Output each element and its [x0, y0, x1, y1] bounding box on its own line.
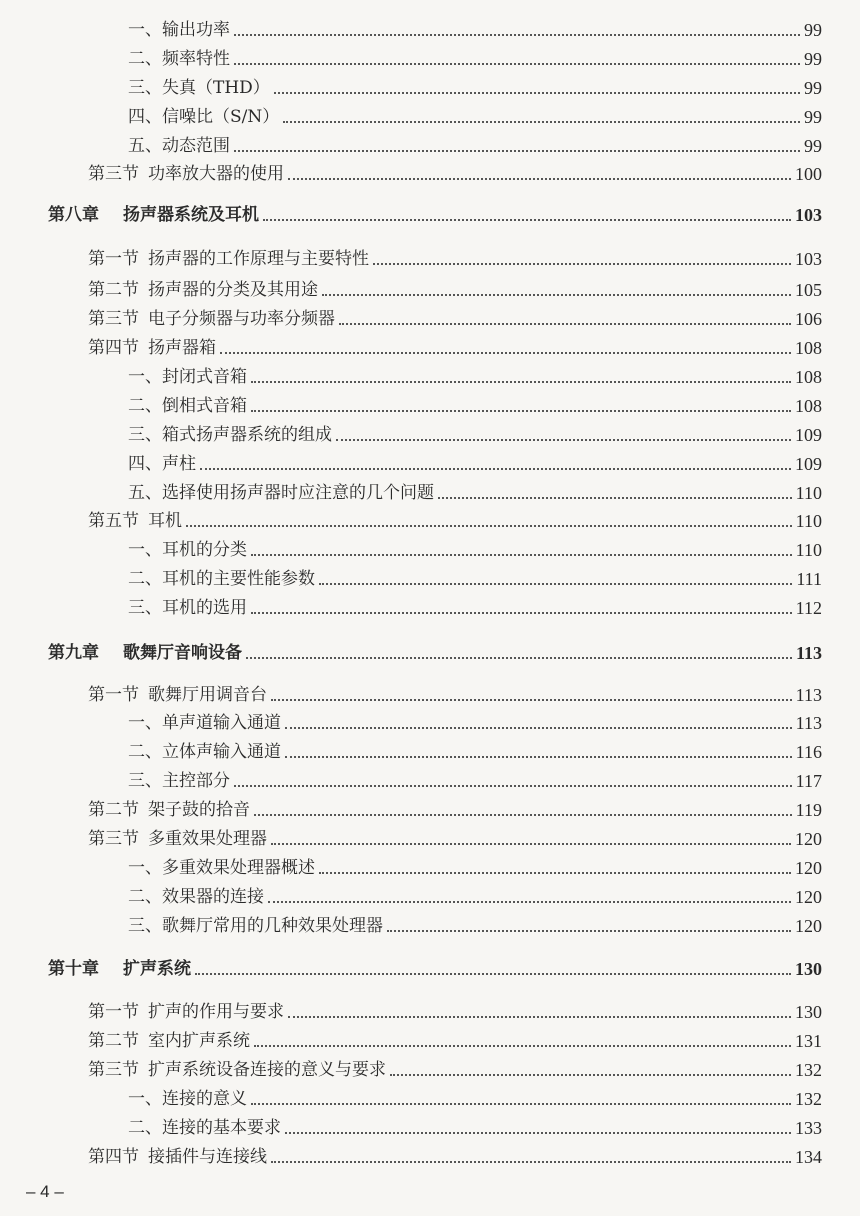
toc-entry-item	[0, 567, 822, 591]
entry-title: 效果器的连接	[162, 887, 264, 907]
entry-page-number: 109	[795, 454, 822, 474]
entry-title: 选择使用扬声器时应注意的几个问题	[162, 483, 434, 503]
toc-entry-item	[0, 1116, 822, 1140]
dot-leader	[322, 294, 791, 296]
toc-entry-section	[0, 683, 822, 707]
dot-leader	[268, 901, 791, 903]
dot-leader	[251, 1103, 791, 1105]
entry-page-number: 112	[795, 598, 822, 618]
entry-title: 扬声器的分类及其用途	[148, 280, 318, 300]
toc-entry-item	[0, 481, 822, 505]
entry-page-number: 108	[795, 367, 822, 387]
entry-label: 第三节	[88, 164, 139, 184]
entry-label: 二、	[128, 1118, 162, 1138]
entry-label: 二、	[128, 887, 162, 907]
entry-page-number: 100	[795, 164, 822, 184]
entry-label: 第二节	[88, 1031, 139, 1051]
entry-page-number: 133	[795, 1118, 822, 1138]
dot-leader	[251, 612, 792, 614]
entry-title: 扬声器系统及耳机	[123, 205, 259, 225]
entry-title: 封闭式音箱	[162, 367, 247, 387]
toc-entry-chapter	[0, 957, 822, 981]
entry-page-number: 109	[795, 425, 822, 445]
toc-entry-section	[0, 827, 822, 851]
toc-entry-item	[0, 134, 822, 158]
entry-title: 歌舞厅常用的几种效果处理器	[162, 916, 383, 936]
entry-page-number: 110	[795, 511, 822, 531]
entry-label: 一、	[128, 1089, 162, 1109]
dot-leader	[373, 263, 791, 265]
entry-page-number: 108	[795, 338, 822, 358]
dot-leader	[271, 843, 791, 845]
entry-label: 三、	[128, 771, 162, 791]
entry-title: 耳机	[148, 511, 182, 531]
dot-leader	[319, 583, 792, 585]
entry-page-number: 99	[804, 78, 822, 98]
toc-entry-item	[0, 740, 822, 764]
entry-label: 一、	[128, 367, 162, 387]
entry-title: 倒相式音箱	[162, 396, 247, 416]
entry-page-number: 134	[795, 1147, 822, 1167]
toc-entry-item	[0, 18, 822, 42]
entry-title: 扩声系统	[123, 959, 191, 979]
toc-entry-item	[0, 914, 822, 938]
entry-label: 一、	[128, 540, 162, 560]
entry-page-number: 103	[795, 249, 822, 269]
entry-title: 歌舞厅音响设备	[123, 643, 242, 663]
entry-label: 三、	[128, 598, 162, 618]
toc-entry-item	[0, 105, 822, 129]
dot-leader	[251, 381, 791, 383]
entry-page-number: 119	[795, 800, 822, 820]
dot-leader	[285, 756, 792, 758]
entry-page-number: 105	[795, 280, 822, 300]
dot-leader	[251, 410, 791, 412]
toc-entry-section	[0, 307, 822, 331]
entry-page-number: 110	[795, 483, 822, 503]
entry-title: 架子鼓的拾音	[148, 800, 250, 820]
toc-entry-section	[0, 336, 822, 360]
dot-leader	[387, 930, 791, 932]
dot-leader	[234, 150, 800, 152]
entry-page-number: 113	[795, 685, 822, 705]
entry-label: 第三节	[88, 1060, 139, 1080]
entry-label: 二、	[128, 396, 162, 416]
dot-leader	[339, 323, 791, 325]
entry-label: 第九章	[48, 643, 99, 663]
entry-page-number: 131	[795, 1031, 822, 1051]
entry-page-number: 132	[795, 1060, 822, 1080]
toc-entry-section	[0, 798, 822, 822]
entry-page-number: 120	[795, 916, 822, 936]
entry-label: 第十章	[48, 959, 99, 979]
entry-label: 第一节	[88, 1002, 139, 1022]
entry-page-number: 117	[795, 771, 822, 791]
dot-leader	[390, 1074, 791, 1076]
entry-label: 第一节	[88, 685, 139, 705]
entry-title: 失真（THD）	[162, 78, 270, 98]
dot-leader	[288, 1016, 791, 1018]
toc-entry-section	[0, 1145, 822, 1169]
entry-label: 二、	[128, 569, 162, 589]
toc-entry-section	[0, 509, 822, 533]
toc-entry-item	[0, 856, 822, 880]
entry-label: 三、	[128, 916, 162, 936]
entry-label: 第四节	[88, 338, 139, 358]
dot-leader	[285, 727, 792, 729]
entry-page-number: 130	[795, 959, 822, 979]
entry-title: 输出功率	[162, 20, 230, 40]
entry-title: 歌舞厅用调音台	[148, 685, 267, 705]
dot-leader	[234, 34, 800, 36]
entry-page-number: 99	[804, 107, 822, 127]
toc-entry-section	[0, 1029, 822, 1053]
entry-title: 多重效果处理器概述	[162, 858, 315, 878]
dot-leader	[271, 1161, 791, 1163]
entry-title: 信噪比（S/N）	[162, 107, 280, 127]
entry-label: 一、	[128, 858, 162, 878]
entry-title: 扬声器箱	[148, 338, 216, 358]
entry-title: 耳机的分类	[162, 540, 247, 560]
entry-label: 第二节	[88, 280, 139, 300]
entry-title: 扬声器的工作原理与主要特性	[148, 249, 369, 269]
dot-leader	[319, 872, 791, 874]
toc-entry-item	[0, 47, 822, 71]
entry-title: 连接的基本要求	[162, 1118, 281, 1138]
entry-label: 第三节	[88, 829, 139, 849]
dot-leader	[220, 352, 791, 354]
toc-entry-item	[0, 394, 822, 418]
entry-page-number: 132	[795, 1089, 822, 1109]
toc-entry-item	[0, 885, 822, 909]
dot-leader	[285, 1132, 791, 1134]
entry-title: 电子分频器与功率分频器	[148, 309, 335, 329]
entry-title: 接插件与连接线	[148, 1147, 267, 1167]
toc-entry-section	[0, 1000, 822, 1024]
dot-leader	[263, 219, 791, 221]
entry-title: 多重效果处理器	[148, 829, 267, 849]
entry-label: 五、	[128, 483, 162, 503]
dot-leader	[234, 63, 800, 65]
dot-leader	[195, 973, 791, 975]
entry-page-number: 120	[795, 829, 822, 849]
dot-leader	[186, 525, 792, 527]
entry-title: 主控部分	[162, 771, 230, 791]
toc-entry-item	[0, 596, 822, 620]
dot-leader	[234, 785, 792, 787]
entry-title: 立体声输入通道	[162, 742, 281, 762]
entry-page-number: 113	[795, 643, 822, 663]
entry-title: 耳机的选用	[162, 598, 247, 618]
dot-leader	[336, 439, 791, 441]
entry-label: 第四节	[88, 1147, 139, 1167]
dot-leader	[271, 699, 792, 701]
entry-label: 三、	[128, 78, 162, 98]
entry-page-number: 99	[804, 136, 822, 156]
toc-entry-section	[0, 162, 822, 186]
toc-entry-section	[0, 247, 822, 271]
entry-title: 声柱	[162, 454, 196, 474]
entry-page-number: 116	[795, 742, 822, 762]
dot-leader	[274, 92, 800, 94]
entry-page-number: 99	[804, 20, 822, 40]
entry-label: 第五节	[88, 511, 139, 531]
dot-leader	[251, 554, 792, 556]
entry-title: 耳机的主要性能参数	[162, 569, 315, 589]
entry-page-number: 130	[795, 1002, 822, 1022]
dot-leader	[288, 178, 791, 180]
toc-entry-section	[0, 1058, 822, 1082]
entry-label: 一、	[128, 713, 162, 733]
entry-label: 第三节	[88, 309, 139, 329]
entry-title: 箱式扬声器系统的组成	[162, 425, 332, 445]
entry-label: 第二节	[88, 800, 139, 820]
dot-leader	[283, 121, 800, 123]
entry-title: 扩声系统设备连接的意义与要求	[148, 1060, 386, 1080]
dot-leader	[246, 657, 792, 659]
entry-page-number: 113	[795, 713, 822, 733]
toc-entry-item	[0, 1087, 822, 1111]
toc-entry-section	[0, 278, 822, 302]
dot-leader	[200, 468, 791, 470]
toc-entry-item	[0, 711, 822, 735]
entry-page-number: 106	[795, 309, 822, 329]
entry-title: 连接的意义	[162, 1089, 247, 1109]
entry-page-number: 108	[795, 396, 822, 416]
toc-entry-item	[0, 769, 822, 793]
entry-title: 动态范围	[162, 136, 230, 156]
toc-entry-chapter	[0, 641, 822, 665]
entry-label: 二、	[128, 49, 162, 69]
entry-label: 第一节	[88, 249, 139, 269]
entry-title: 频率特性	[162, 49, 230, 69]
entry-label: 四、	[128, 454, 162, 474]
dot-leader	[254, 1045, 791, 1047]
toc-entry-item	[0, 452, 822, 476]
entry-title: 室内扩声系统	[148, 1031, 250, 1051]
toc-entry-item	[0, 365, 822, 389]
entry-label: 三、	[128, 425, 162, 445]
toc-entry-chapter	[0, 203, 822, 227]
entry-label: 二、	[128, 742, 162, 762]
entry-page-number: 120	[795, 858, 822, 878]
dot-leader	[254, 814, 792, 816]
entry-title: 单声道输入通道	[162, 713, 281, 733]
entry-page-number: 110	[795, 540, 822, 560]
entry-label: 第八章	[48, 205, 99, 225]
toc-entry-item	[0, 423, 822, 447]
entry-title: 扩声的作用与要求	[148, 1002, 284, 1022]
toc-entry-item	[0, 538, 822, 562]
entry-page-number: 103	[795, 205, 822, 225]
entry-label: 四、	[128, 107, 162, 127]
entry-page-number: 111	[796, 569, 822, 589]
entry-label: 五、	[128, 136, 162, 156]
dot-leader	[438, 497, 792, 499]
toc-entry-item	[0, 76, 822, 100]
page-number: – 4 –	[26, 1182, 64, 1201]
entry-label: 一、	[128, 20, 162, 40]
entry-page-number: 120	[795, 887, 822, 907]
entry-title: 功率放大器的使用	[148, 164, 284, 184]
entry-page-number: 99	[804, 49, 822, 69]
